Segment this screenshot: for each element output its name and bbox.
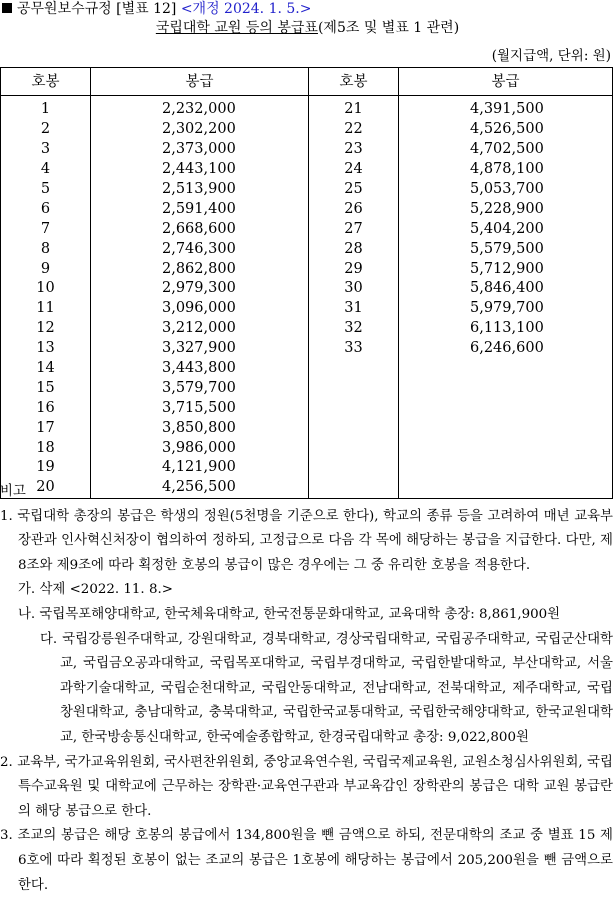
cell-step-right: 24 bbox=[309, 160, 399, 180]
revision-link[interactable]: <개정 2024. 1. 5.> bbox=[180, 1, 312, 17]
table-row bbox=[1, 418, 613, 438]
cell-salary-right: 5,228,900 bbox=[399, 199, 613, 219]
cell-salary-right: 6,246,600 bbox=[399, 339, 613, 359]
square-bullet-icon bbox=[2, 3, 12, 13]
cell-salary-right bbox=[399, 359, 613, 379]
table-row bbox=[1, 180, 613, 200]
cell-salary-right bbox=[399, 398, 613, 418]
title-main: 국립대학 교원 등의 봉급표 bbox=[155, 20, 318, 36]
cell-step-left: 6 bbox=[1, 199, 91, 219]
cell-step-left: 4 bbox=[1, 160, 91, 180]
cell-step-left: 14 bbox=[1, 359, 91, 379]
cell-salary-left: 3,715,500 bbox=[91, 398, 309, 418]
note-item-1-na: 나. 국립목포해양대학교, 한국체육대학교, 한국전통문화대학교, 교육대학 총장: 8,861,900원 bbox=[18, 606, 561, 622]
cell-salary-right: 5,712,900 bbox=[399, 259, 613, 279]
unit-note: (월지급액, 단위: 원) bbox=[491, 48, 611, 64]
cell-salary-right bbox=[399, 418, 613, 438]
notes-section bbox=[0, 480, 613, 898]
cell-step-left: 13 bbox=[1, 339, 91, 359]
cell-step-right: 28 bbox=[309, 239, 399, 259]
cell-step-left: 2 bbox=[1, 120, 91, 140]
cell-step-left: 1 bbox=[1, 96, 91, 120]
cell-step-right: 31 bbox=[309, 299, 399, 319]
header-salary-right: 봉급 bbox=[399, 68, 613, 96]
cell-salary-left: 2,591,400 bbox=[91, 199, 309, 219]
cell-salary-left: 2,513,900 bbox=[91, 180, 309, 200]
table-row bbox=[1, 378, 613, 398]
table-row bbox=[1, 319, 613, 339]
cell-step-left: 19 bbox=[1, 458, 91, 478]
cell-salary-right: 5,404,200 bbox=[399, 219, 613, 239]
cell-step-left: 15 bbox=[1, 378, 91, 398]
cell-salary-left: 3,443,800 bbox=[91, 359, 309, 379]
cell-step-left: 12 bbox=[1, 319, 91, 339]
note-item-1: 1. 국립대학 총장의 봉급은 학생의 정원(5천명을 기준으로 한다), 학교의 종류 등을 고려하여 매년 교육부장관과 인사혁신처장이 협의하여 정하되, 고정급으로 다음 각 목에 해당하는 봉급을 지급한다. 다만, 제8조와 제9조에 따라 획정한 호봉의 봉급이 많은 경우에는 그 중 유리한 호봉을 적용한다. bbox=[0, 508, 613, 573]
page-title bbox=[0, 19, 615, 37]
cell-salary-left: 4,121,900 bbox=[91, 458, 309, 478]
table-row bbox=[1, 199, 613, 219]
cell-salary-left: 2,302,200 bbox=[91, 120, 309, 140]
cell-step-right: 25 bbox=[309, 180, 399, 200]
cell-step-left: 11 bbox=[1, 299, 91, 319]
cell-step-right: 27 bbox=[309, 219, 399, 239]
cell-salary-left: 3,579,700 bbox=[91, 378, 309, 398]
table-header-row bbox=[1, 68, 613, 96]
cell-step-left: 16 bbox=[1, 398, 91, 418]
table-row bbox=[1, 120, 613, 140]
document-header bbox=[2, 0, 311, 18]
header-step-right: 호봉 bbox=[309, 68, 399, 96]
cell-salary-left: 2,862,800 bbox=[91, 259, 309, 279]
table-body bbox=[1, 96, 613, 499]
cell-salary-right: 4,878,100 bbox=[399, 160, 613, 180]
cell-salary-left: 4,256,500 bbox=[91, 478, 309, 498]
table-row bbox=[1, 219, 613, 239]
cell-step-left: 20 bbox=[1, 478, 91, 498]
cell-salary-left: 2,668,600 bbox=[91, 219, 309, 239]
cell-step-right: 22 bbox=[309, 120, 399, 140]
title-reference: (제5조 및 별표 1 관련) bbox=[317, 20, 460, 36]
cell-step-left: 5 bbox=[1, 180, 91, 200]
cell-salary-right bbox=[399, 438, 613, 458]
cell-salary-right: 5,846,400 bbox=[399, 279, 613, 299]
cell-salary-left: 3,850,800 bbox=[91, 418, 309, 438]
salary-table bbox=[0, 67, 613, 499]
cell-step-left: 3 bbox=[1, 140, 91, 160]
cell-salary-right: 5,979,700 bbox=[399, 299, 613, 319]
header-salary-left: 봉급 bbox=[91, 68, 309, 96]
table-row bbox=[1, 239, 613, 259]
cell-salary-right bbox=[399, 458, 613, 478]
cell-salary-left: 2,232,000 bbox=[91, 96, 309, 120]
table-row bbox=[1, 438, 613, 458]
cell-step-left: 10 bbox=[1, 279, 91, 299]
regulation-reference: 공무원보수규정 [별표 12] bbox=[17, 1, 177, 17]
table-row bbox=[1, 359, 613, 379]
table-row bbox=[1, 140, 613, 160]
cell-salary-right: 6,113,100 bbox=[399, 319, 613, 339]
cell-salary-left: 2,746,300 bbox=[91, 239, 309, 259]
cell-step-left: 7 bbox=[1, 219, 91, 239]
cell-salary-left: 2,373,000 bbox=[91, 140, 309, 160]
cell-salary-left: 2,443,100 bbox=[91, 160, 309, 180]
cell-salary-right: 4,526,500 bbox=[399, 120, 613, 140]
table-row bbox=[1, 279, 613, 299]
cell-salary-left: 3,327,900 bbox=[91, 339, 309, 359]
cell-step-right bbox=[309, 418, 399, 438]
cell-salary-right: 4,702,500 bbox=[399, 140, 613, 160]
notes-label: 비고 bbox=[0, 484, 26, 499]
cell-step-left: 9 bbox=[1, 259, 91, 279]
table-row bbox=[1, 259, 613, 279]
cell-step-right: 32 bbox=[309, 319, 399, 339]
note-item-1-da: 다. 국립강릉원주대학교, 강원대학교, 경북대학교, 경상국립대학교, 국립공주대학교, 국립군산대학교, 국립금오공과대학교, 국립목포대학교, 국립부경대학교, 국립한밭대학교, 부산대학교, 서울과학기술대학교, 국립순천대학교, 국립안동대학교, 전남대학교, 전북대학교, 제주대학교, 국립창원대학교, 충남대학교, 충북대학교, 국립한국교통대학교, 국립한국해양대학교, 한국교원대학교, 한국방송통신대학교, 한국예술종합학교, 한경국립대학교 총장: 9,022,800원 bbox=[40, 631, 613, 745]
cell-salary-left: 2,979,300 bbox=[91, 279, 309, 299]
cell-step-right: 30 bbox=[309, 279, 399, 299]
cell-salary-left: 3,986,000 bbox=[91, 438, 309, 458]
note-item-2: 2. 교육부, 국가교육위원회, 국사편찬위원회, 중앙교육연수원, 국립국제교육원, 교원소청심사위원회, 국립특수교육원 및 대학교에 근무하는 장학관·교육연구관과 부교육감인 장학관의 봉급은 대학 교원 봉급란의 해당 봉급으로 한다. bbox=[0, 754, 613, 819]
cell-step-right: 21 bbox=[309, 96, 399, 120]
table-row bbox=[1, 339, 613, 359]
cell-step-right bbox=[309, 398, 399, 418]
cell-step-left: 17 bbox=[1, 418, 91, 438]
cell-salary-left: 3,096,000 bbox=[91, 299, 309, 319]
cell-step-right bbox=[309, 359, 399, 379]
cell-step-right bbox=[309, 458, 399, 478]
cell-step-right: 33 bbox=[309, 339, 399, 359]
cell-salary-right: 5,579,500 bbox=[399, 239, 613, 259]
cell-salary-right: 4,391,500 bbox=[399, 96, 613, 120]
cell-step-left: 18 bbox=[1, 438, 91, 458]
table-row bbox=[1, 458, 613, 478]
table-row bbox=[1, 96, 613, 120]
cell-salary-right: 5,053,700 bbox=[399, 180, 613, 200]
header-step-left: 호봉 bbox=[1, 68, 91, 96]
cell-salary-right bbox=[399, 378, 613, 398]
cell-step-right bbox=[309, 438, 399, 458]
cell-step-left: 8 bbox=[1, 239, 91, 259]
cell-step-right bbox=[309, 378, 399, 398]
note-item-1-ga: 가. 삭제 <2022. 11. 8.> bbox=[18, 582, 173, 598]
table-row bbox=[1, 160, 613, 180]
cell-salary-left: 3,212,000 bbox=[91, 319, 309, 339]
note-item-3: 3. 조교의 봉급은 해당 호봉의 봉급에서 134,800원을 뺀 금액으로 하되, 전문대학의 조교 중 별표 15 제6호에 따라 획정된 호봉이 없는 조교의 봉급은 1호봉에 해당하는 봉급에서 205,200원을 뺀 금액으로 한다. bbox=[0, 828, 613, 893]
cell-step-right: 23 bbox=[309, 140, 399, 160]
table-row bbox=[1, 299, 613, 319]
table-row bbox=[1, 398, 613, 418]
cell-step-right: 29 bbox=[309, 259, 399, 279]
cell-step-right: 26 bbox=[309, 199, 399, 219]
